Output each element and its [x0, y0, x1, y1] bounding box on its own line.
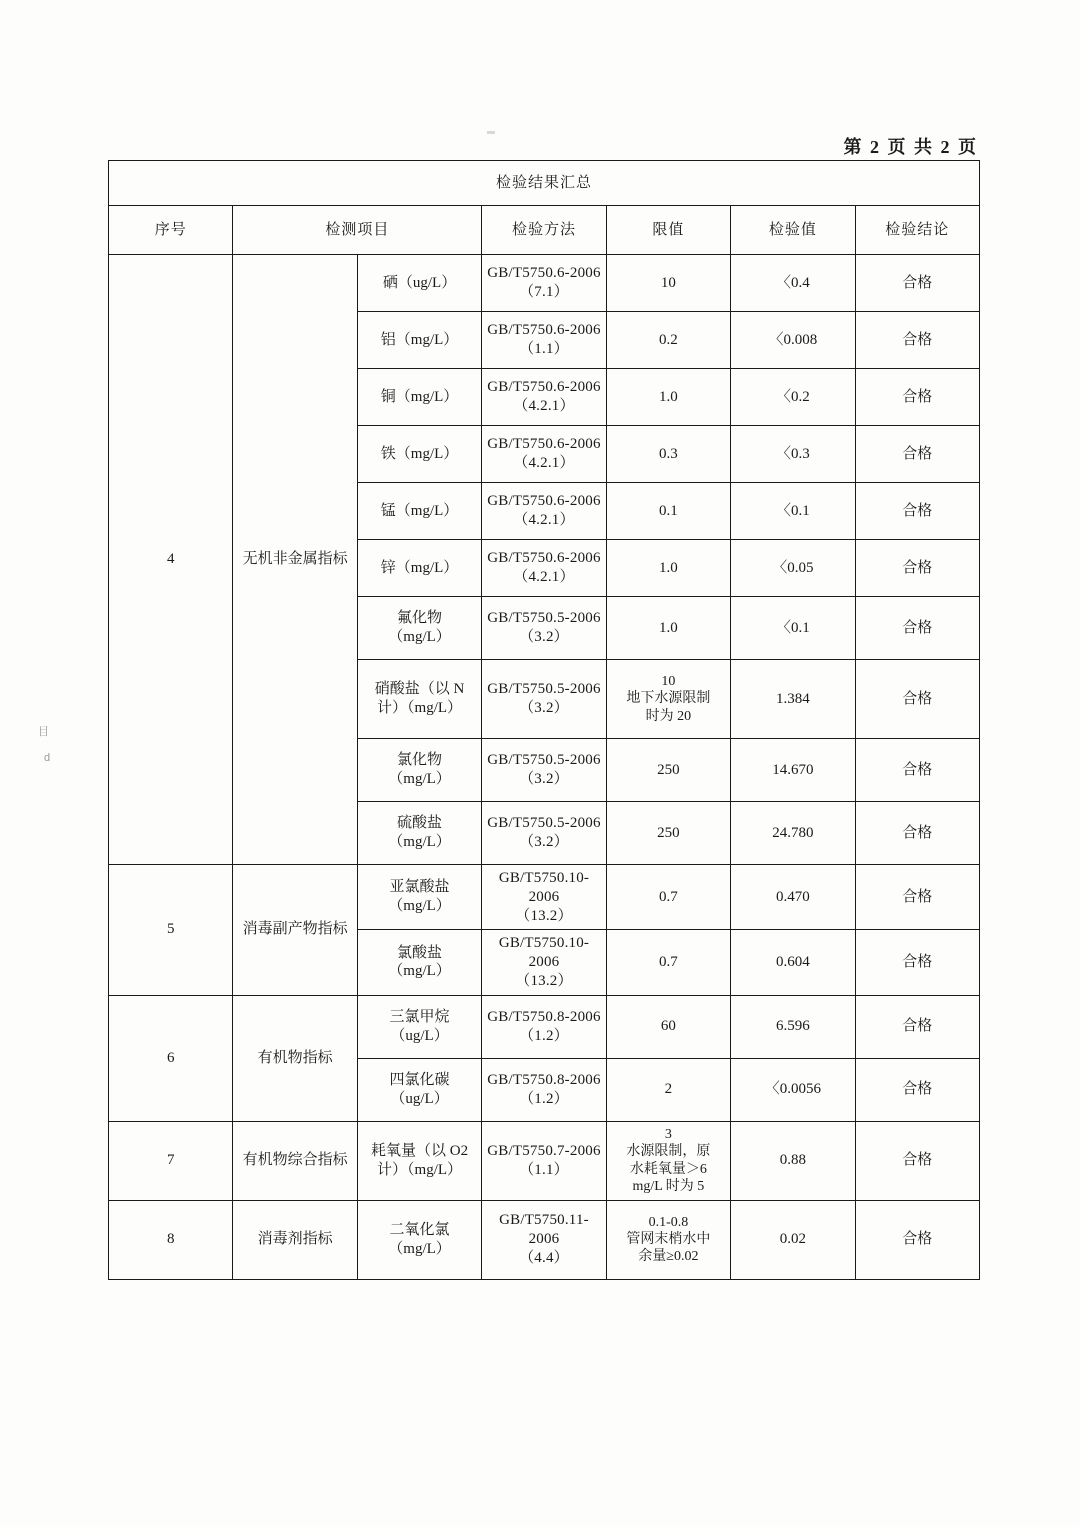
test-method	[482, 426, 606, 483]
conclusion: 合格	[855, 995, 979, 1058]
method-line-2: （4.2.1）	[513, 512, 575, 528]
measured-value: 1.384	[731, 660, 855, 739]
method-line-1: GB/T5750.10-2006	[498, 870, 590, 905]
test-method	[482, 802, 606, 865]
method-line-2: （4.4）	[519, 1249, 569, 1266]
column-header-no: 序号	[109, 206, 233, 255]
method-line-2: （4.2.1）	[513, 569, 575, 585]
test-method	[482, 660, 606, 739]
method-line-2: （3.2）	[519, 771, 569, 787]
limit-line-1: 10	[661, 674, 676, 690]
conclusion: 合格	[855, 312, 979, 369]
test-item	[357, 660, 481, 739]
method-line-2: （4.2.1）	[513, 398, 575, 414]
method-line-2: （3.2）	[519, 834, 569, 850]
test-item-line-1: 氯化物	[397, 752, 443, 769]
limit-value	[606, 660, 730, 739]
method-line-2: （3.2）	[519, 629, 569, 645]
test-item	[357, 597, 481, 660]
measured-value: 24.780	[731, 802, 855, 865]
table-header-row	[109, 206, 980, 255]
limit-value: 250	[606, 739, 730, 802]
method-line-1: GB/T5750.5-2006	[487, 610, 601, 627]
test-method	[482, 540, 606, 597]
test-item: 锰（mg/L）	[357, 483, 481, 540]
conclusion: 合格	[855, 1058, 979, 1121]
measured-value: 〈0.1	[731, 597, 855, 660]
column-header-method: 检验方法	[482, 206, 606, 255]
test-method	[482, 739, 606, 802]
method-line-2: （3.2）	[519, 700, 569, 716]
test-method	[482, 1058, 606, 1121]
conclusion: 合格	[855, 1121, 979, 1200]
measured-value: 〈0.0056	[731, 1058, 855, 1121]
test-item-line-2: （mg/L）	[388, 834, 451, 850]
table-title: 检验结果汇总	[109, 161, 980, 206]
measured-value: 0.470	[731, 865, 855, 930]
limit-value	[606, 1200, 730, 1279]
column-header-value: 检验值	[731, 206, 855, 255]
test-item-line-2: （ug/L）	[390, 1027, 449, 1044]
method-line-1: GB/T5750.6-2006	[487, 322, 601, 339]
test-item-line-1: 四氯化碳	[389, 1071, 450, 1088]
limit-line-3: 余量≥0.02	[638, 1249, 699, 1265]
test-item-line-1: 氯酸盐	[397, 944, 443, 961]
test-item-line-2: （mg/L）	[388, 1240, 451, 1257]
test-item: 锌（mg/L）	[357, 540, 481, 597]
limit-line-3: 水耗氧量＞6	[629, 1161, 707, 1177]
test-item	[357, 865, 481, 930]
conclusion: 合格	[855, 597, 979, 660]
conclusion: 合格	[855, 369, 979, 426]
measured-value: 〈0.05	[731, 540, 855, 597]
test-item-line-1: 三氯甲烷	[389, 1008, 450, 1025]
limit-line-4: mg/L 时为 5	[632, 1178, 705, 1194]
measured-value: 0.88	[731, 1121, 855, 1200]
method-line-1: GB/T5750.5-2006	[487, 815, 601, 832]
test-method	[482, 930, 606, 995]
test-item	[357, 1121, 481, 1200]
conclusion: 合格	[855, 483, 979, 540]
method-line-1: GB/T5750.6-2006	[487, 265, 601, 282]
test-item: 铁（mg/L）	[357, 426, 481, 483]
column-header-item: 检测项目	[233, 206, 482, 255]
test-item-line-2: 计）（mg/L）	[377, 1161, 463, 1178]
test-method	[482, 312, 606, 369]
method-line-2: （1.2）	[519, 1090, 569, 1107]
method-line-1: GB/T5750.8-2006	[487, 1071, 601, 1088]
column-header-conclusion: 检验结论	[855, 206, 979, 255]
test-item-line-1: 硝酸盐（以 N	[374, 681, 465, 698]
group-no: 8	[109, 1200, 233, 1279]
test-item	[357, 1058, 481, 1121]
test-item	[357, 995, 481, 1058]
test-item-line-1: 亚氯酸盐	[389, 879, 450, 896]
limit-line-2: 地下水源限制	[626, 691, 711, 707]
method-line-1: GB/T5750.10-2006	[498, 935, 590, 970]
method-line-1: GB/T5750.5-2006	[487, 752, 601, 769]
conclusion: 合格	[855, 660, 979, 739]
test-method	[482, 483, 606, 540]
limit-line-1: 3	[664, 1127, 672, 1143]
method-line-2: （1.2）	[519, 1027, 569, 1044]
conclusion: 合格	[855, 426, 979, 483]
test-item-line-1: 氟化物	[397, 610, 443, 627]
test-method	[482, 255, 606, 312]
method-line-2: （1.1）	[519, 1161, 569, 1178]
test-item	[357, 1200, 481, 1279]
measured-value: 0.604	[731, 930, 855, 995]
table-row	[109, 1121, 980, 1200]
limit-value: 60	[606, 995, 730, 1058]
table-row	[109, 865, 980, 930]
test-method	[482, 1121, 606, 1200]
limit-line-2: 水源限制，原	[626, 1144, 711, 1160]
limit-value	[606, 1121, 730, 1200]
test-item-line-2: 计）（mg/L）	[377, 700, 463, 716]
limit-value: 1.0	[606, 540, 730, 597]
test-item-line-2: （ug/L）	[390, 1090, 449, 1107]
test-method	[482, 597, 606, 660]
limit-value: 0.3	[606, 426, 730, 483]
scan-artifact-left-1: 目	[38, 726, 49, 738]
conclusion: 合格	[855, 930, 979, 995]
measured-value: 〈0.1	[731, 483, 855, 540]
test-method	[482, 865, 606, 930]
test-item: 铝（mg/L）	[357, 312, 481, 369]
limit-value: 0.2	[606, 312, 730, 369]
limit-line-3: 时为 20	[645, 708, 692, 724]
test-item-line-2: （mg/L）	[388, 898, 451, 915]
limit-value: 10	[606, 255, 730, 312]
scan-artifact-left-2: d	[44, 752, 51, 764]
measured-value: 6.596	[731, 995, 855, 1058]
method-line-1: GB/T5750.6-2006	[487, 436, 601, 453]
method-line-2: （13.2）	[515, 907, 573, 924]
limit-value: 250	[606, 802, 730, 865]
table-row	[109, 1200, 980, 1279]
limit-value: 0.7	[606, 865, 730, 930]
test-item	[357, 930, 481, 995]
test-item	[357, 739, 481, 802]
limit-value: 1.0	[606, 597, 730, 660]
limit-value: 2	[606, 1058, 730, 1121]
results-table-container	[108, 160, 980, 1280]
group-no: 4	[109, 255, 233, 865]
test-method	[482, 1200, 606, 1279]
page-number-header: 第 2 页 共 2 页	[843, 137, 978, 157]
measured-value: 〈0.008	[731, 312, 855, 369]
method-line-2: （13.2）	[515, 972, 573, 989]
group-no: 7	[109, 1121, 233, 1200]
conclusion: 合格	[855, 802, 979, 865]
group-no: 5	[109, 865, 233, 996]
method-line-2: （1.1）	[519, 341, 569, 357]
test-item-line-2: （mg/L）	[388, 629, 451, 645]
measured-value: 14.670	[731, 739, 855, 802]
test-item	[357, 802, 481, 865]
method-line-2: （4.2.1）	[513, 455, 575, 471]
method-line-1: GB/T5750.8-2006	[487, 1008, 601, 1025]
test-item-line-2: （mg/L）	[388, 963, 451, 980]
method-line-2: （7.1）	[519, 284, 569, 300]
limit-value: 0.7	[606, 930, 730, 995]
scan-speck	[487, 131, 495, 134]
conclusion: 合格	[855, 540, 979, 597]
conclusion: 合格	[855, 865, 979, 930]
limit-line-1: 0.1-0.8	[648, 1214, 689, 1230]
group-category: 有机物指标	[233, 995, 357, 1121]
test-item: 铜（mg/L）	[357, 369, 481, 426]
limit-line-2: 管网末梢水中	[626, 1231, 711, 1247]
table-row	[109, 255, 980, 312]
test-item-line-1: 二氧化氯	[389, 1221, 450, 1238]
test-method	[482, 995, 606, 1058]
conclusion: 合格	[855, 255, 979, 312]
test-item-line-2: （mg/L）	[388, 771, 451, 787]
method-line-1: GB/T5750.11-2006	[499, 1212, 589, 1248]
table-row	[109, 995, 980, 1058]
measured-value: 〈0.2	[731, 369, 855, 426]
table-title-row	[109, 161, 980, 206]
method-line-1: GB/T5750.5-2006	[487, 681, 601, 698]
test-item-line-1: 耗氧量（以 O2	[371, 1142, 469, 1159]
conclusion: 合格	[855, 1200, 979, 1279]
group-category: 有机物综合指标	[233, 1121, 357, 1200]
test-item-line-1: 硫酸盐	[397, 815, 443, 832]
method-line-1: GB/T5750.7-2006	[487, 1142, 601, 1159]
test-item: 硒（ug/L）	[357, 255, 481, 312]
method-line-1: GB/T5750.6-2006	[487, 379, 601, 396]
measured-value: 〈0.3	[731, 426, 855, 483]
measured-value: 0.02	[731, 1200, 855, 1279]
limit-value: 0.1	[606, 483, 730, 540]
group-category: 消毒副产物指标	[233, 865, 357, 996]
column-header-limit: 限值	[606, 206, 730, 255]
group-category: 消毒剂指标	[233, 1200, 357, 1279]
method-line-1: GB/T5750.6-2006	[487, 493, 601, 510]
group-no: 6	[109, 995, 233, 1121]
method-line-1: GB/T5750.6-2006	[487, 550, 601, 567]
limit-value: 1.0	[606, 369, 730, 426]
measured-value: 〈0.4	[731, 255, 855, 312]
conclusion: 合格	[855, 739, 979, 802]
test-method	[482, 369, 606, 426]
inspection-results-table	[108, 160, 980, 1280]
group-category: 无机非金属指标	[233, 255, 357, 865]
